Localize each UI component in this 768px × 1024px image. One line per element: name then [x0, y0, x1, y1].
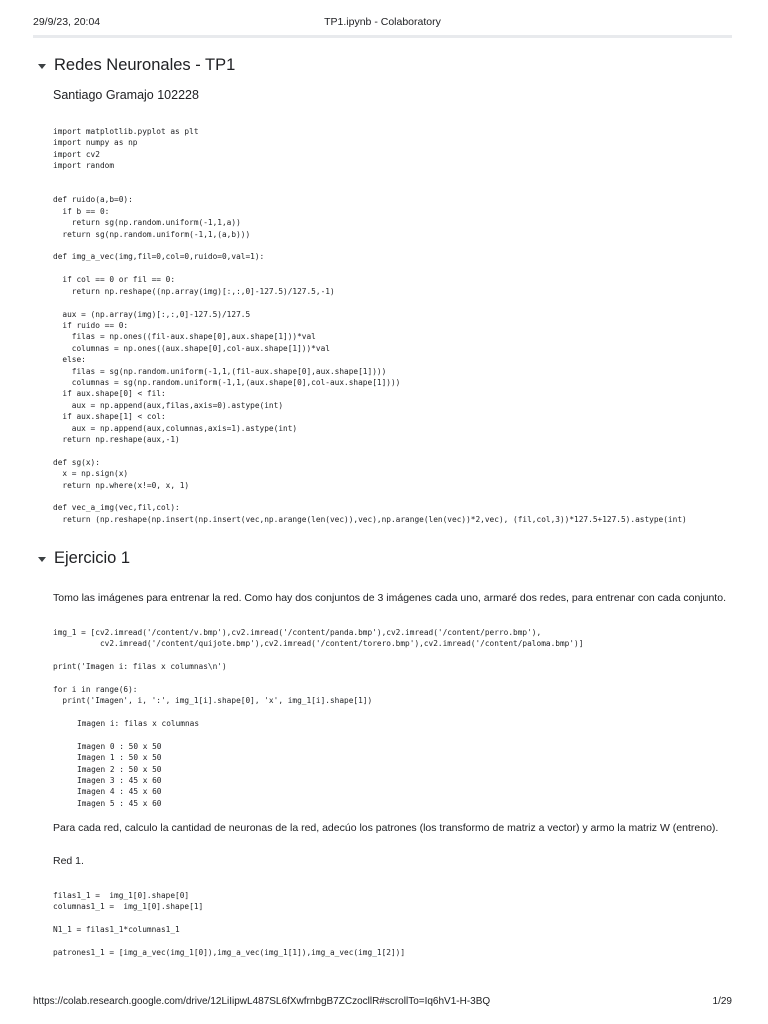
text-cell-explanation: Para cada red, calculo la cantidad de neuronas de la red, adecúo los patrones (los transformo de matriz a vector) y armo la matriz W (entreno).	[53, 822, 719, 834]
print-page-title: TP1.ipynb - Colaboratory	[324, 16, 441, 28]
collapse-caret-icon[interactable]	[38, 557, 46, 562]
author-text: Santiago Gramajo 102228	[53, 88, 199, 102]
header-divider	[33, 35, 732, 38]
code-output: Imagen i: filas x columnas Imagen 0 : 50 x 50 Imagen 1 : 50 x 50 Imagen 2 : 50 x 50 Imagen 3 : 45 x 60 Imagen 4 : 45 x 60 Imagen 5 : 45 x 60	[77, 719, 200, 808]
section-title: Redes Neuronales - TP1	[54, 56, 236, 74]
footer-page-number: 1/29	[712, 996, 732, 1007]
collapse-caret-icon[interactable]	[38, 64, 46, 69]
code-cell-red-1[interactable]: filas1_1 = img_1[0].shape[0] columnas1_1 = img_1[0].shape[1] N1_1 = filas1_1*columnas1_1 patrones1_1 = [img_a_vec(img_1[0]),img_a_vec(img_1[1]),img_a_vec(img_1[2])]	[53, 891, 406, 958]
code-cell-load-images[interactable]: img_1 = [cv2.imread('/content/v.bmp'),cv2.imread('/content/panda.bmp'),cv2.imread('/content/perro.bmp'), cv2.imread('/content/quijote.bmp'),cv2.imread('/content/torero.bmp'),cv2.imread('/content/paloma.bmp')] print('Imagen i: filas x columnas\n') for i in range(6): print('Imagen', i, ':', img_1[i].shape[0], 'x', img_1[i].shape[1])	[53, 628, 584, 706]
print-datetime: 29/9/23, 20:04	[33, 16, 101, 28]
code-cell-imports-functions[interactable]: import matplotlib.pyplot as plt import numpy as np import cv2 import random def ruido(a,b=0): if b == 0: return sg(np.random.uniform(-1,1,a)) return sg(np.random.uniform(-1,1,(a,b))) def img_a_vec(img,fil=0,col=0,ruido=0,val=1): if col == 0 or fil == 0: return np.reshape((np.array(img)[:,:,0]-127.5)/127.5,-1) aux = (np.array(img)[:,:,0]-127.5)/127.5 if ruido == 0: filas = np.ones((fil-aux.shape[0],aux.shape[1]))*val columnas = np.ones((aux.shape[0],col-aux.shape[1]))*val else: filas = sg(np.random.uniform(-1,1,(fil-aux.shape[0],aux.shape[1]))) columnas = sg(np.random.uniform(-1,1,(aux.shape[0],col-aux.shape[1]))) if aux.shape[0] < fil: aux = np.append(aux,filas,axis=0).astype(int) if aux.shape[1] < col: aux = np.append(aux,columnas,axis=1).astype(int) return np.reshape(aux,-1) def sg(x): x = np.sign(x) return np.where(x!=0, x, 1) def vec_a_img(vec,fil,col): return (np.reshape(np.insert(np.insert(vec,np.arange(len(vec)),vec),np.arange(len(vec))*2,vec), (fil,col,3))*127.5+127.5).astype(int)	[53, 127, 687, 524]
print-footer	[33, 996, 732, 1010]
footer-url: https://colab.research.google.com/drive/12LiIipwL487SL6fXwfrnbgB7ZCzocllR#scrollTo=Iq6hV1-H-3BQ	[33, 996, 491, 1007]
section-title: Ejercicio 1	[54, 549, 131, 567]
text-cell-intro: Tomo las imágenes para entrenar la red. Como hay dos conjuntos de 3 imágenes cada uno, armaré dos redes, para entrenar con cada conjunto.	[53, 592, 726, 604]
print-header	[33, 16, 732, 30]
text-cell-red-1: Red 1.	[53, 855, 84, 867]
